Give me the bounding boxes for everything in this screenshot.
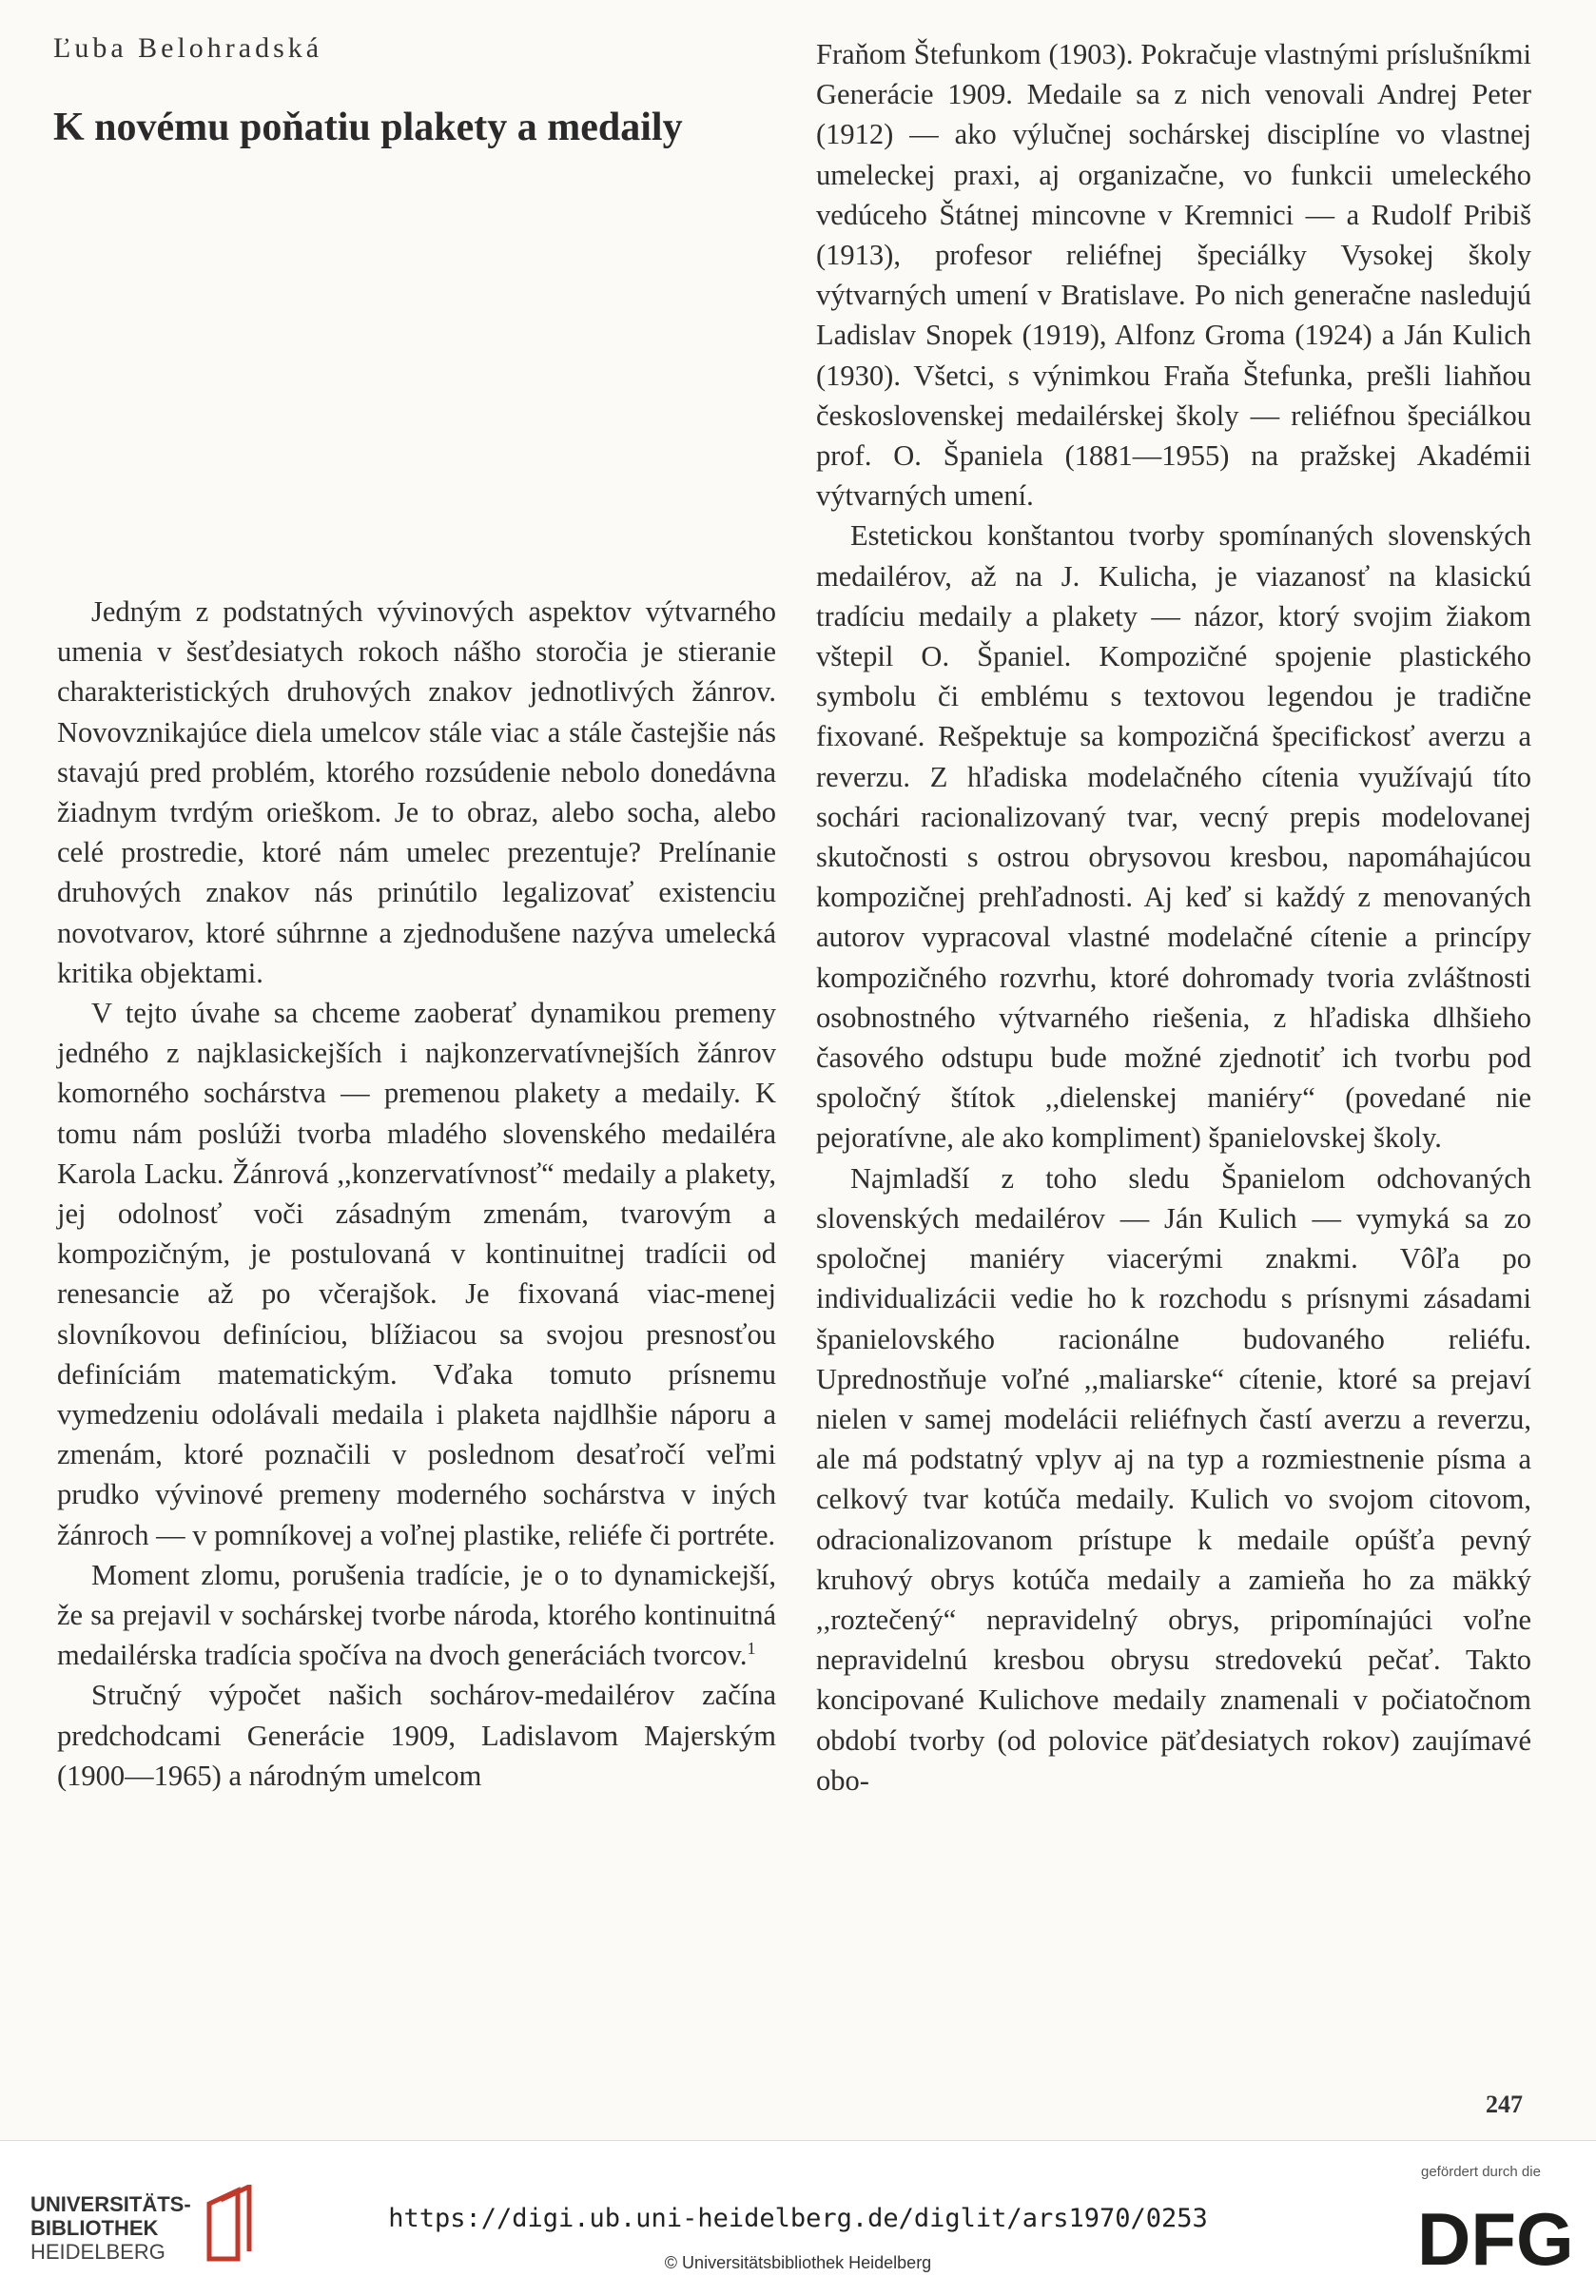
paragraph-text: Moment zlomu, porušenia tradície, je o to dynamickejší, že sa prejavil v sochárskej tvorbe národa, ktorého kontinuitná medailérska tradícia spočíva na dvoch generáciách tvorcov.: [57, 1558, 776, 1672]
permalink-url[interactable]: https://digi.ub.uni-heidelberg.de/diglit/ars1970/0253: [388, 2204, 1208, 2233]
article-title: K novému poňatiu plakety a medaily: [53, 106, 683, 149]
paragraph: Jedným z podstatných vývinových aspektov výtvarného umenia v šesťdesiatych rokoch nášho storočia je stieranie charakteristických druhových znakov jednotlivých žánrov. Novovznikajúce diela umelcov stále viac a stále častejšie nás stavajú pred problém, ktorého rozsúdenie nebolo donedávna žiadnym tvrdým orieškom. Je to obraz, alebo socha, alebo celé prostredie, ktoré nám umelec prezentuje? Prelínanie druhových znakov nás prinútilo legalizovať existenciu novotvarov, ktoré súhrnne a zjednodušene nazýva umelecká kritika objektami.: [57, 595, 776, 989]
right-text-column: [816, 34, 1531, 1800]
library-name-line: UNIVERSITÄTS-: [30, 2192, 191, 2216]
library-name-line: HEIDELBERG: [30, 2240, 165, 2264]
footer-bar: [0, 2140, 1596, 2296]
dfg-logo[interactable]: [1417, 2198, 1577, 2274]
funding-label: gefördert durch die: [1421, 2164, 1541, 2180]
paragraph: V tejto úvahe sa chceme zaoberať dynamikou premeny jedného z najklasickejších i najkonzervatívnejších žánrov komorného sochárstva — premenou plakety a medaily. K tomu nám poslúži tvorba mladého slovenského medailéra Karola Lacku. Žánrová ,,konzervatívnosť“ medaily a plakety, jej odolnosť voči zásadným zmenám, tvarovým a kompozičným, je postulovaná v kontinuitnej tradícii od renesancie až po včerajšok. Je fixovaná viac-menej slovníkovou definíciou, blížiacou sa svojou presnosťou definíciám matematickým. Vďaka tomuto prísnemu vymedzeniu odolávali medaila i plaketa najdlhšie náporu a zmenám, ktoré poznačili v poslednom desaťročí veľmi prudko vývinové premeny moderného sochárstva v iných žánroch — v pomníkovej a voľnej plastike, reliéfe či portréte.: [57, 997, 776, 1551]
page-number: 247: [1486, 2091, 1523, 2118]
copyright-notice: © Universitätsbibliothek Heidelberg: [664, 2253, 932, 2272]
dfg-logo-text: DFG: [1417, 2198, 1574, 2274]
paragraph: Estetickou konštantou tvorby spomínaných slovenských medailérov, až na J. Kulicha, je viazanosť na klasickú tradíciu medaily a plakety — názor, ktorý svojim žiakom vštepil O. Španiel. Kompozičné spojenie plastického symbolu či emblému s textovou legendou je tradične fixované. Rešpektuje sa kompozičná špecifickosť averzu a reverzu. Z hľadiska modelačného cítenia využívajú títo sochári racionalizovaný tvar, vecný prepis modelovanej skutočnosti s ostrou obrysovou kresbou, napomáhajúcou kompozičnej prehľadnosti. Aj keď si každý z menovaných autorov vypracoval vlastné modelačné cítenie a princípy kompozičného rozvrhu, ktoré dohromady tvoria zvláštnosti osobnostného výtvarného riešenia, z hľadiska dlhšieho časového odstupu bude možné zjednotiť ich tvorbu pod spoločný štítok ,,dielenskej maniéry“ (povedané nie pejoratívne, ale ako kompliment) španielovskej školy.: [816, 519, 1531, 1155]
author-name: Ľuba Belohradská: [53, 32, 323, 64]
paragraph: Fraňom Štefunkom (1903). Pokračuje vlastnými príslušníkmi Generácie 1909. Medaile sa z nich venovali Andrej Peter (1912) — ako výlučnej sochárskej disciplíne vo vlastnej umeleckej praxi, aj organizačne, vo funkcii umeleckého vedúceho Štátnej mincovne v Kremnici — a Rudolf Pribiš (1913), profesor reliéfnej špeciálky Vysokej školy výtvarných umení v Bratislave. Po nich generačne nasledujú Ladislav Snopek (1919), Alfonz Groma (1924) a Ján Kulich (1930). Všetci, s výnimkou Fraňa Štefunka, prešli liahňou československej medailérskej školy — reliéfnou špeciálkou prof. O. Španiela (1881—1955) na pražskej Akadémii výtvarných umení.: [816, 38, 1531, 513]
paragraph: Najmladší z toho sledu Španielom odchovaných slovenských medailérov — Ján Kulich — vymyká sa zo spoločnej maniéry viacerými znakmi. Vôľa po individualizácii vedie ho k rozchodu s prísnymi zásadami španielovského racionálne budovaného reliéfu. Uprednostňuje voľné ,,maliarske“ cítenie, ktoré sa prejaví nielen v samej modelácii reliéfnych častí averzu a reverzu, ale má podstatný vplyv aj na typ a rozmiestnenie písma a celkový tvar kotúča medaily. Kulich vo svojom citovom, odracionalizovanom prístupe k medaile opúšťa pevný kruhový obrys kotúča medaily a zamieňa ho za mäkký ,,roztečený“ nepravidelný obrys, pripomínajúci voľne nepravidelnú kresbou obrysu stredovekú pečať. Takto koncipované Kulichove medaily znamenali v počiatočnom období tvorby (od polovice päťdesiatych rokov) zaujímavé obo-: [816, 1161, 1531, 1797]
paragraph: Stručný výpočet našich sochárov-medailérov začína predchodcami Generácie 1909, Ladislavom Majerským (1900—1965) a národným umelcom: [57, 1679, 776, 1792]
paragraph: [57, 1555, 776, 1676]
footnote-marker[interactable]: 1: [747, 1639, 756, 1659]
left-text-column: [57, 592, 776, 1796]
library-name-line: BIBLIOTHEK: [30, 2216, 159, 2240]
